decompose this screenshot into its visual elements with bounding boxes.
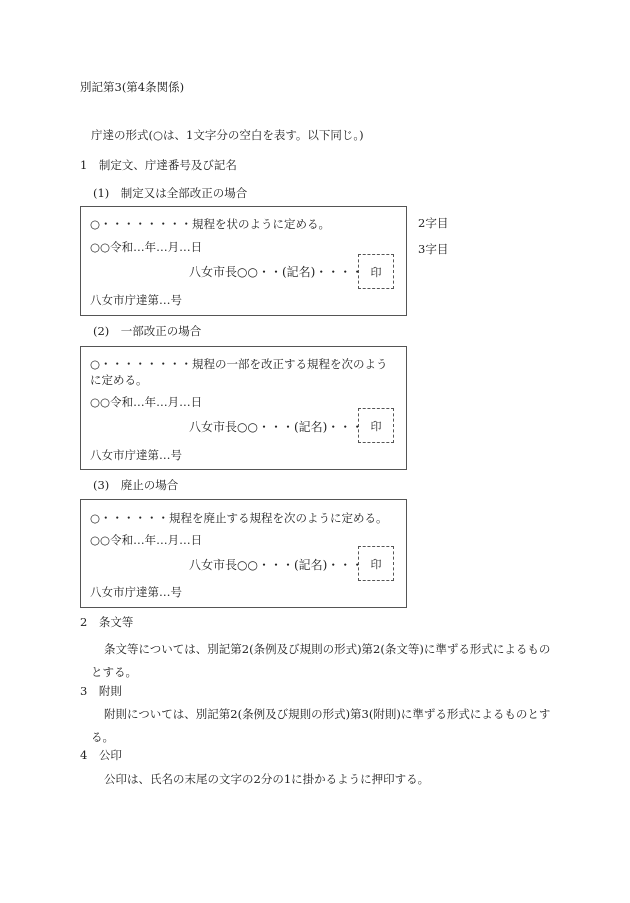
sub3-line1: ○・・・・・・規程を廃止する規程を次のように定める。 <box>90 511 388 525</box>
sub1-note-2nd-char: 2字目 <box>418 216 449 230</box>
sub1-line1: ○・・・・・・・・規程を状のように定める。 <box>90 217 331 231</box>
sub2-seal-box <box>358 408 394 443</box>
section1-heading: 1 制定文、庁達番号及び記名 <box>80 158 237 172</box>
section2-body: 条文等については、別記第2(条例及び規則の形式)第2(条文等)に準ずる形式によるものとする。 <box>91 642 551 679</box>
sub2-form-box <box>80 346 407 470</box>
sub3-form-box <box>80 499 407 608</box>
sub2-date: ○○令和…年…月…日 <box>90 395 203 409</box>
sub1-date: ○○令和…年…月…日 <box>90 240 203 254</box>
sub1-form-box <box>80 206 407 316</box>
sub2-number: 八女市庁達第…号 <box>90 448 182 462</box>
sub2-line1: ○・・・・・・・・規程の一部を改正する規程を次のように定める。 <box>90 357 388 387</box>
section4-body: 公印は、氏名の末尾の文字の2分の1に掛かるように押印する。 <box>104 772 430 786</box>
intro-text: 庁達の形式(○は、1文字分の空白を表す。以下同じ。) <box>91 128 364 142</box>
sub1-signature: 八女市長○○・・(記名)・・・・ <box>189 265 364 279</box>
sub1-heading: (1) 制定又は全部改正の場合 <box>93 186 248 200</box>
section3-heading: 3 附則 <box>80 684 122 698</box>
sub1-seal-box <box>358 254 394 289</box>
sub3-number: 八女市庁達第…号 <box>90 585 182 599</box>
sub2-seal-label: 印 <box>370 419 382 433</box>
sub1-note-3rd-char: 3字目 <box>418 242 449 256</box>
sub3-seal-label: 印 <box>370 557 382 571</box>
section4-heading: 4 公印 <box>80 748 122 762</box>
page-header: 別記第3(第4条関係) <box>80 80 185 94</box>
section3-body: 附則については、別記第2(条例及び規則の形式)第3(附則)に準ずる形式によるものとする。 <box>91 707 551 744</box>
sub3-signature: 八女市長○○・・・(記名)・・・ <box>189 558 364 572</box>
sub1-number: 八女市庁達第…号 <box>90 293 182 307</box>
sub2-signature: 八女市長○○・・・(記名)・・・ <box>189 420 364 434</box>
section2-heading: 2 条文等 <box>80 615 134 629</box>
sub3-date: ○○令和…年…月…日 <box>90 533 203 547</box>
sub3-seal-box <box>358 546 394 581</box>
sub2-heading: (2) 一部改正の場合 <box>93 324 202 338</box>
sub3-heading: (3) 廃止の場合 <box>93 478 179 492</box>
sub1-seal-label: 印 <box>370 265 382 279</box>
